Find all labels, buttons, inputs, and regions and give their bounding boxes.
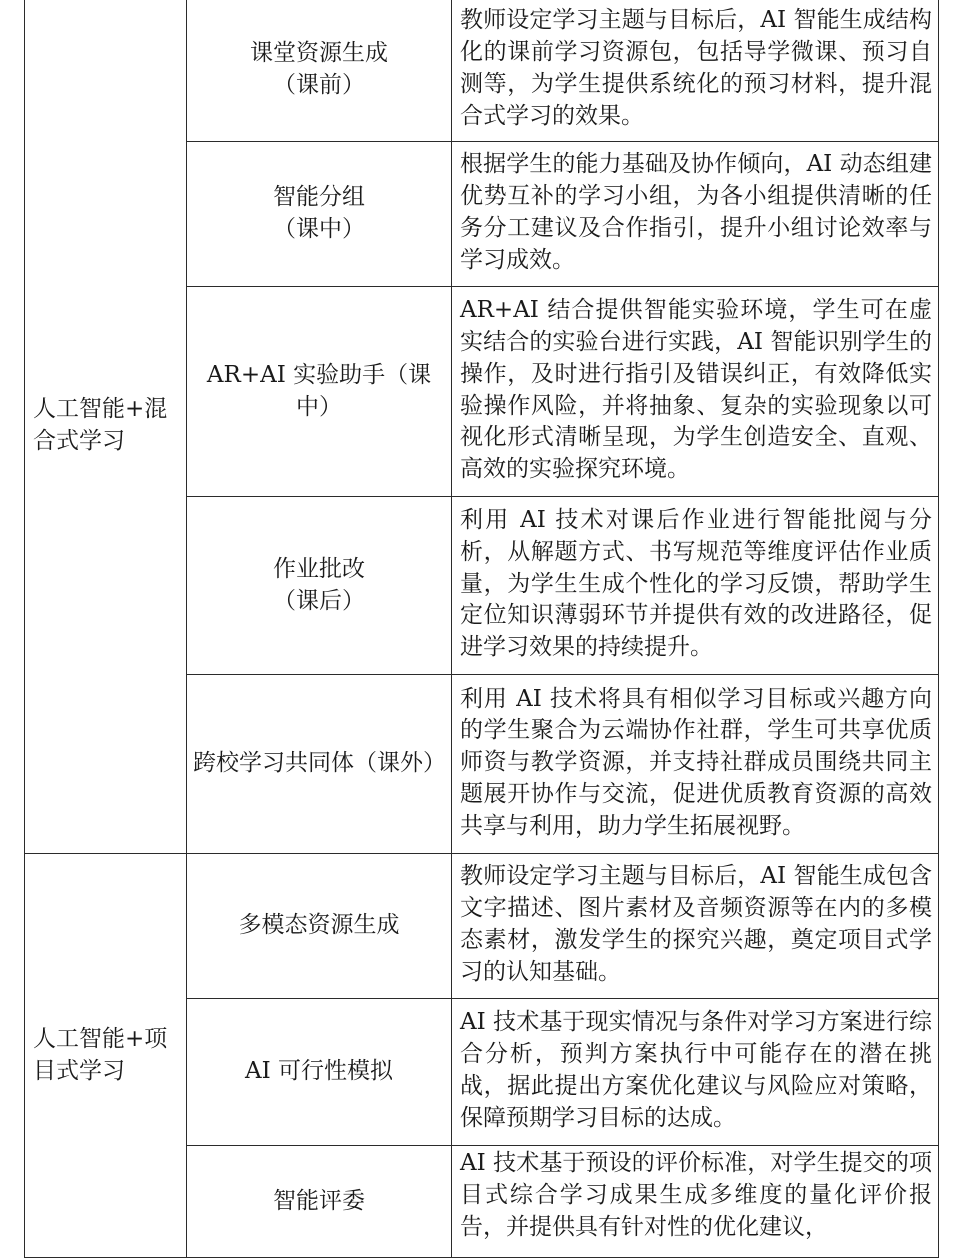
- function-cell: [187, 142, 452, 287]
- function-cell: [187, 0, 452, 142]
- description-cell: AR+AI 结合提供智能实验环境，学生可在虚实结合的实验台进行实践，AI 智能识别学生的操作，及时进行指引及错误纠正，有效降低实验操作风险，并将抽象、复杂的实验现象以可视化形式清晰呈现，为学生创造安全、直观、高效的实验探究环境。: [452, 287, 939, 497]
- function-phase: （课中）: [273, 216, 365, 242]
- function-name: 跨校学习共同体（课外）: [193, 750, 446, 777]
- function-name: 智能分组: [273, 184, 365, 211]
- description-cell: AI 技术基于现实情况与条件对学习方案进行综合分析，预判方案执行中可能存在的潜在挑战，据此提出方案优化建议与风险应对策略，保障预期学习目标的达成。: [452, 999, 939, 1146]
- function-name: 作业批改: [273, 555, 365, 582]
- table-row: [25, 854, 939, 999]
- category-cell: 人工智能+混合式学习: [25, 0, 187, 854]
- function-cell: [187, 854, 452, 999]
- function-name: 智能评委: [273, 1187, 365, 1214]
- function-cell: [187, 287, 452, 497]
- table-row: [25, 0, 939, 142]
- description-cell: 根据学生的能力基础及协作倾向，AI 动态组建优势互补的学习小组，为各小组提供清晰的任务分工建议及合作指引，提升小组讨论效率与学习成效。: [452, 142, 939, 287]
- description-cell: 利用 AI 技术将具有相似学习目标或兴趣方向的学生聚合为云端协作社群，学生可共享优质师资与教学资源，并支持社群成员围绕共同主题展开协作与交流，促进优质教育资源的高效共享与利用，助力学生拓展视野。: [452, 675, 939, 854]
- function-cell: [187, 497, 452, 675]
- function-name: AI 可行性模拟: [244, 1058, 393, 1085]
- function-cell: [187, 675, 452, 854]
- function-name: 多模态资源生成: [238, 912, 400, 939]
- description-cell: 教师设定学习主题与目标后，AI 智能生成包含文字描述、图片素材及音频资源等在内的多模态素材，激发学生的探究兴趣，奠定项目式学习的认知基础。: [452, 854, 939, 999]
- function-phase: （课后）: [273, 587, 365, 614]
- function-name: AR+AI 实验助手（课中）: [206, 361, 432, 420]
- function-cell: [187, 1146, 452, 1258]
- description-cell: 教师设定学习主题与目标后，AI 智能生成结构化的课前学习资源包，包括导学微课、预习自测等，为学生提供系统化的预习材料，提升混合式学习的效果。: [452, 0, 939, 142]
- function-phase: （课前）: [273, 72, 365, 98]
- ai-learning-table: [24, 0, 939, 1258]
- function-name: 课堂资源生成: [250, 40, 388, 67]
- function-cell: [187, 999, 452, 1146]
- category-cell: 人工智能+项目式学习: [25, 854, 187, 1258]
- description-cell: AI 技术基于预设的评价标准，对学生提交的项目式综合学习成果生成多维度的量化评价报告，并提供具有针对性的优化建议，: [452, 1146, 939, 1258]
- description-cell: 利用 AI 技术对课后作业进行智能批阅与分析，从解题方式、书写规范等维度评估作业质量，为学生生成个性化的学习反馈，帮助学生定位知识薄弱环节并提供有效的改进路径，促进学习效果的持续提升。: [452, 497, 939, 675]
